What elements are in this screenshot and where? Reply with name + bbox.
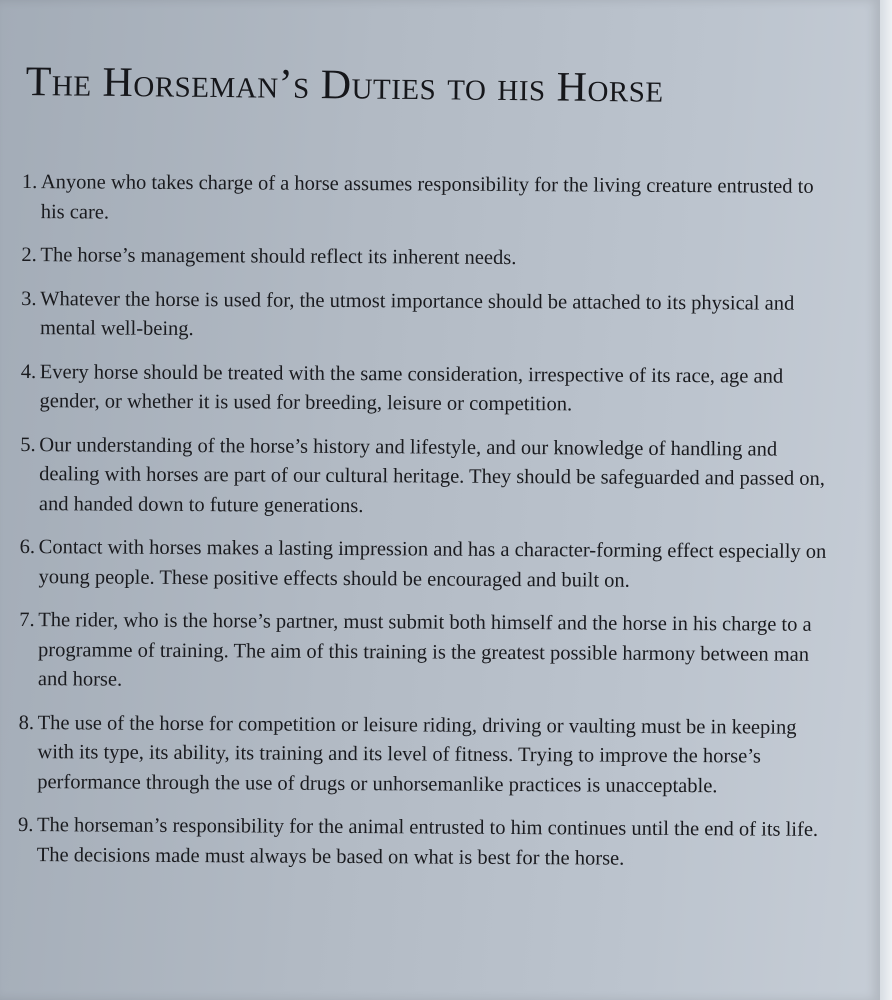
list-item [18,811,830,875]
item-number: 6. [19,535,36,559]
item-text: The rider, who is the horse’s partner, must submit both himself and the horse in his charge to a programme of training. The aim of this training is the greatest possible harmony between man and horse. [37,609,812,691]
list-item [21,241,833,275]
item-text: Contact with horses makes a lasting impression and has a character-forming effect especially on young people. These positive effects should be encouraged and built on. [38,536,827,592]
item-text: The use of the horse for competition or leisure riding, driving or vaulting must be in keeping with its type, its ability, its training and its level of fitness. Trying to improve the horse’s performance through the use of drugs or unhorsemanlike practices is unacceptable. [37,711,797,797]
item-number: 9. [17,813,34,837]
list-item [20,430,833,523]
item-text: Whatever the horse is used for, the utmost importance should be attached to its physical and mental well-being. [39,287,795,341]
list-item [19,533,831,597]
item-text: The horse’s management should reflect its inherent needs. [40,244,517,270]
list-item [19,606,832,699]
list-item [21,284,833,348]
duties-list [18,168,834,889]
item-text: Our understanding of the horse’s history and lifestyle, and our knowledge of handling and dealing with horses are part of our cultural heritage. They should be safeguarded and passed on, and handed down to future generations. [38,433,825,517]
item-number: 1. [21,170,38,194]
item-text: Every horse should be treated with the same consideration, irrespective of its race, age and gender, or whether it is used for breeding, leisure or competition. [39,360,784,416]
list-item [18,708,831,801]
item-number: 3. [21,287,37,310]
item-number: 8. [18,711,35,734]
item-text: The horseman’s responsibility for the animal entrusted to him continues until the end of its life. The decisions made must always be based on what is best for the horse. [36,814,819,870]
item-number: 4. [20,360,37,383]
item-number: 5. [20,433,36,456]
list-item [20,357,832,421]
page-edge [880,0,892,1000]
item-number: 2. [21,243,37,267]
item-number: 7. [19,608,35,632]
item-text: Anyone who takes charge of a horse assumes responsibility for the living creature entrusted to his care. [40,171,814,224]
page-title: The Horseman’s Duties to his Horse [25,58,664,112]
list-item [22,168,834,232]
